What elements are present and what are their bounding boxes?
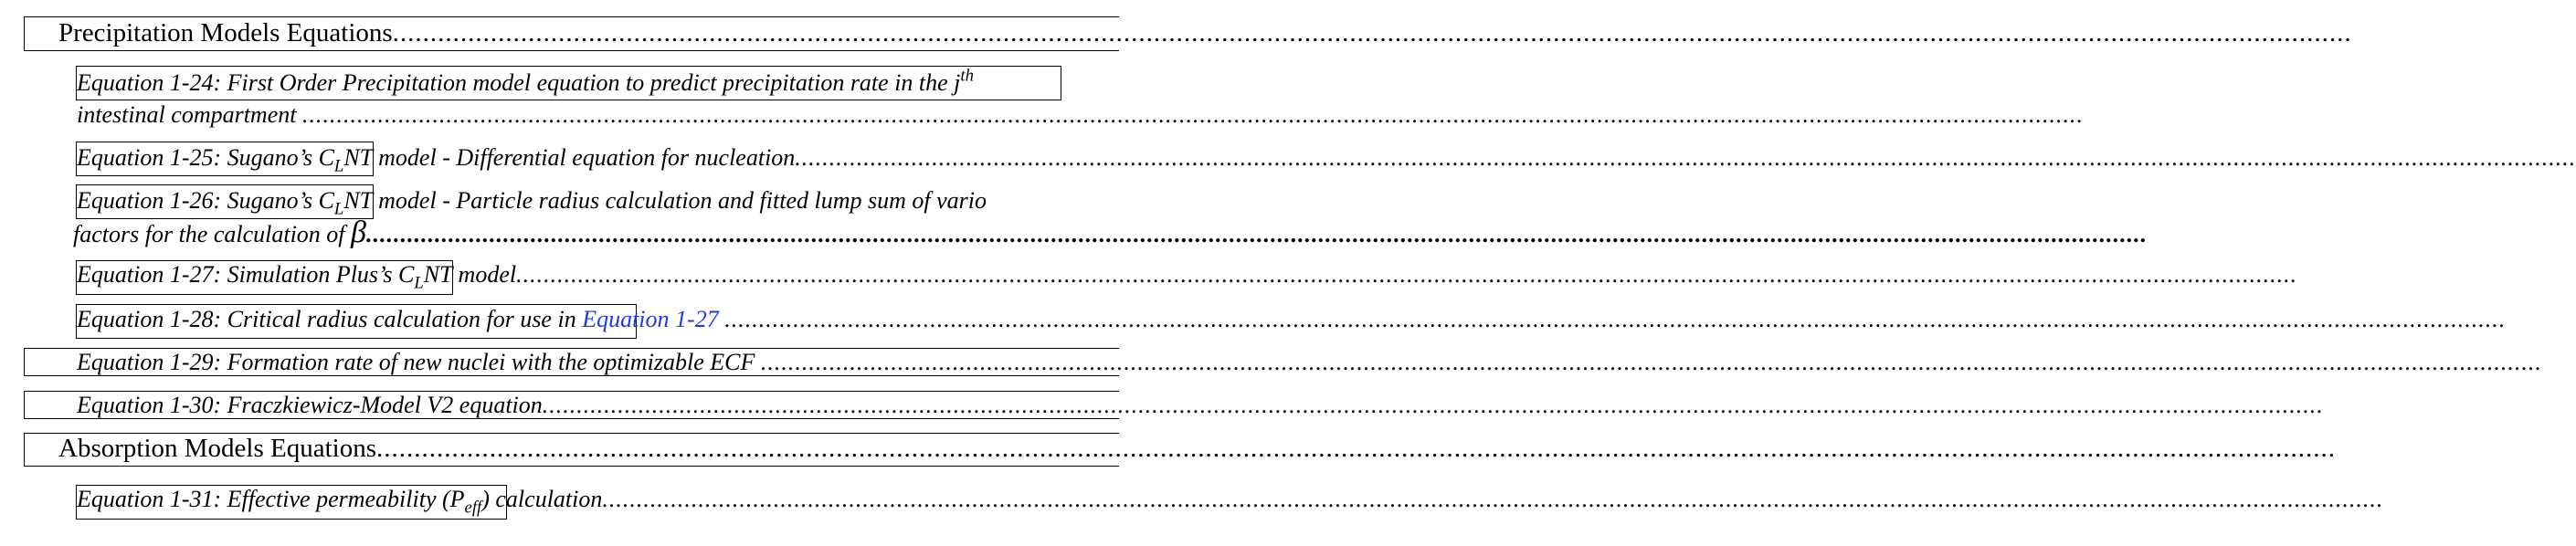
toc-entry-eq27[interactable]: [77, 261, 2298, 293]
toc-section-precipitation[interactable]: [58, 18, 2352, 47]
dot-leader: ....................................................................................................................................................................................................................................................................: [376, 434, 2336, 463]
entry-text: factors for the calculation of: [73, 221, 352, 247]
entry-text: Equation 1-27: Simulation Plus’s C: [77, 261, 415, 288]
section-title: Absorption Models Equations: [58, 434, 376, 463]
toc-entry-eq24-line2[interactable]: [77, 101, 2084, 128]
dot-leader: ....................................................................................................................................................................................................................................................................: [392, 18, 2352, 47]
entry-text-cont: ) calculation: [481, 486, 603, 512]
dot-leader: ....................................................................................................................................................................................................................................................................: [760, 349, 2542, 375]
entry-text: Equation 1-25: Sugano’s C: [77, 144, 334, 171]
entry-text: Equation 1-29: Formation rate of new nuclei with the optimizable ECF: [77, 349, 761, 375]
entry-text: intestinal compartment: [77, 101, 302, 128]
dot-leader: ....................................................................................................................................................................................................................................................................: [724, 306, 2507, 332]
entry-text: Equation 1-24: First Order Precipitation model equation to predict precipitation rate in the j: [77, 69, 961, 96]
toc-entry-eq30[interactable]: [77, 392, 2324, 418]
toc-entry-eq24[interactable]: [77, 66, 1093, 96]
dot-leader: ....................................................................................................................................................................................................................................................................: [365, 221, 2148, 247]
entry-text: Equation 1-28: Critical radius calculation for use in: [77, 306, 583, 332]
entry-sub: eff: [464, 498, 482, 518]
toc-entry-eq26-line2[interactable]: [73, 215, 2148, 249]
toc-entry-eq29[interactable]: [77, 349, 2542, 375]
toc-entry-eq26[interactable]: [77, 187, 1093, 219]
equation-link[interactable]: Equation 1-27: [582, 306, 719, 332]
section-title: Precipitation Models Equations: [58, 18, 393, 47]
entry-sub: L: [333, 199, 344, 219]
entry-text-cont: NT model - Differential equation for nucleation: [343, 144, 796, 171]
entry-sub: L: [414, 273, 424, 293]
dot-leader: ....................................................................................................................................................................................................................................................................: [301, 101, 2084, 128]
toc-entry-eq28[interactable]: [77, 306, 2507, 332]
entry-text-cont: NT model: [423, 261, 517, 288]
entry-text-cont: NT model - Particle radius calculation and fitted lump sum of vario: [343, 187, 987, 214]
beta-symbol: β: [351, 215, 366, 249]
dot-leader: ....................................................................................................................................................................................................................................................................: [542, 392, 2324, 418]
entry-sub: L: [333, 156, 344, 176]
entry-text: Equation 1-31: Effective permeability (P: [77, 486, 465, 512]
dot-leader: ....................................................................................................................................................................................................................................................................: [602, 486, 2384, 512]
dot-leader: ....................................................................................................................................................................................................................................................................: [516, 261, 2298, 288]
toc-entry-eq31[interactable]: [77, 486, 2384, 518]
dot-leader: ....................................................................................................................................................................................................................................................................: [795, 144, 2576, 171]
entry-text: Equation 1-26: Sugano’s C: [77, 187, 334, 214]
entry-text: Equation 1-30: Fraczkiewicz-Model V2 equation: [77, 392, 543, 418]
entry-sup: th: [960, 66, 974, 86]
toc-entry-eq25[interactable]: [77, 144, 2576, 176]
toc-section-absorption[interactable]: [58, 434, 2336, 463]
